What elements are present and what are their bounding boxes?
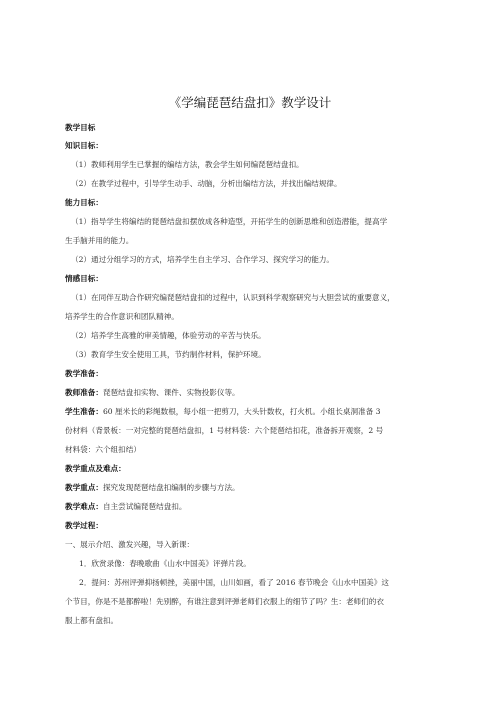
document-title: 《学编琵琶结盘扣》教学设计 — [168, 95, 332, 110]
teaching-focus-text: 探究发现琵琶结盘扣编制的步骤与方法。 — [102, 483, 240, 492]
knowledge-goal-2: （2）在教学过程中，引导学生动手、动脑，分析出编结方法，并找出编结规律。 — [71, 179, 342, 188]
teacher-prep-text: 琵琶结盘扣实物、课件、实物投影仪等。 — [102, 388, 240, 397]
ability-goals-heading: 能力目标： — [65, 198, 103, 207]
student-prep-line-1 — [65, 407, 445, 417]
teaching-difficulty-text: 自主尝试编琵琶结盘扣。 — [102, 502, 187, 511]
emotion-goal-1-line-2: 培养学生的合作意识和团队精神。 — [65, 312, 179, 321]
knowledge-goals-heading: 知识目标： — [65, 141, 103, 150]
student-prep-text: 60 厘米长的彩绳数根，每小组一把剪刀，大头针数枚，打火机。小组长桌洞准备 3 — [102, 407, 381, 416]
teacher-prep — [65, 388, 445, 398]
student-prep-line-3: 材料袋：六个组扣结） — [65, 445, 141, 454]
process-section-1: 一、展示介绍、激发兴趣，导入新课： — [65, 540, 195, 549]
student-prep-label: 学生准备： — [65, 407, 103, 416]
teacher-prep-label: 教师准备： — [65, 388, 103, 397]
process-heading: 教学过程： — [65, 521, 103, 530]
process-step-2-line-3: 服上都有盘扣。 — [65, 616, 119, 625]
teaching-focus — [65, 483, 445, 493]
process-step-2-line-1: 2．提问：苏州评弹抑扬顿挫，美丽中国，山川如画，看了 2016 春节晚会《山水中国美》这 — [79, 578, 389, 587]
emotion-goal-3: （3）教育学生安全使用工具，节约制作材料，保护环境。 — [71, 350, 266, 359]
process-step-2-line-2: 个节目，你是不是都醉啦！先别醉，有谁注意到评弹老师们衣服上的细节了吗？生：老师们的衣 — [65, 597, 384, 606]
teaching-difficulty — [65, 502, 445, 512]
prep-heading: 教学准备： — [65, 369, 103, 378]
knowledge-goal-1: （1）教师利用学生已掌握的编结方法，教会学生如何编琵琶结盘扣。 — [71, 160, 304, 169]
teaching-focus-label: 教学重点： — [65, 483, 103, 492]
ability-goal-1-line-2: 生手脑并用的能力。 — [65, 236, 134, 245]
ability-goal-2: （2）通过分组学习的方式，培养学生自主学习、合作学习、探究学习的能力。 — [71, 255, 335, 264]
goals-heading: 教学目标 — [65, 123, 96, 132]
teaching-difficulty-label: 教学难点： — [65, 502, 103, 511]
student-prep-line-2: 份材料（背景板：一对完整的琵琶结盘扣，1 号材料袋：六个琵琶结扣花，准备拆开观察，2 号 — [65, 426, 384, 435]
ability-goal-1-line-1: （1）指导学生将编结的琵琶结盘扣摆放成各种造型，开拓学生的创新思维和创造潜能，提高学 — [71, 217, 388, 226]
emotion-goals-heading: 情感目标： — [65, 274, 103, 283]
key-heading: 教学重点及难点： — [65, 464, 126, 473]
emotion-goal-1-line-1: （1）在同伴互助合作研究编琵琶结盘扣的过程中，认识到科学观察研究与大胆尝试的重要意义， — [71, 293, 395, 302]
process-step-1: 1．欣赏录像：春晚歌曲《山水中国美》评弹片段。 — [79, 559, 251, 568]
emotion-goal-2: （2）培养学生高雅的审美情趣，体验劳动的辛苦与快乐。 — [71, 331, 266, 340]
